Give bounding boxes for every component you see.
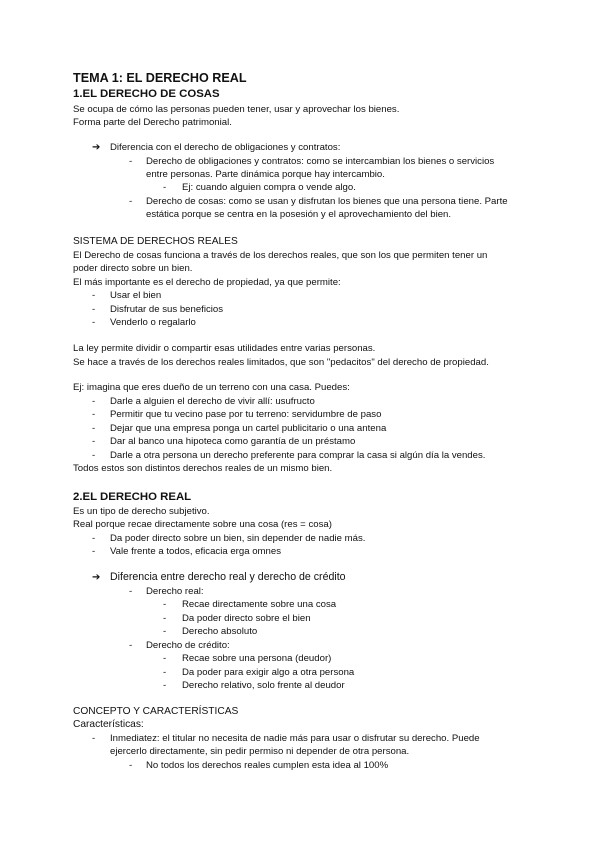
dash-marker: - — [92, 423, 96, 434]
dash-marker: - — [92, 450, 96, 461]
section-heading: SISTEMA DE DERECHOS REALES — [73, 236, 238, 247]
dash-marker: - — [163, 653, 167, 664]
dash-marker: - — [129, 586, 133, 597]
dash-marker: - — [92, 533, 96, 544]
paragraph: Todos estos son distintos derechos reales de un mismo bien. — [73, 463, 333, 474]
list-item: Derecho de obligaciones y contratos: como se intercambian los bienes o servicios — [146, 156, 495, 167]
list-item: Ej: cuando alguien compra o vende algo. — [182, 182, 356, 193]
list-item: Venderlo o regalarlo — [110, 317, 196, 328]
paragraph: El Derecho de cosas funciona a través de los derechos reales, que son los que permiten tener un — [73, 250, 488, 261]
list-item-continuation: ejercerlo directamente, sin pedir permiso ni depender de otra persona. — [110, 746, 410, 757]
list-item-continuation: estática porque se centra en la posesión y el aprovechamiento del bien. — [146, 209, 452, 220]
dash-marker: - — [92, 733, 96, 744]
dash-marker: - — [163, 613, 167, 624]
paragraph: poder directo sobre un bien. — [73, 263, 193, 274]
section-1-heading: 1.EL DERECHO DE COSAS — [73, 88, 220, 100]
arrow-bullet-icon: ➔ — [92, 142, 101, 153]
paragraph: Es un tipo de derecho subjetivo. — [73, 506, 210, 517]
list-item: Recae directamente sobre una cosa — [182, 599, 337, 610]
list-item: Da poder directo sobre un bien, sin depender de nadie más. — [110, 533, 366, 544]
dash-marker: - — [163, 626, 167, 637]
list-item: Derecho de cosas: como se usan y disfrutan los bienes que una persona tiene. Parte — [146, 196, 508, 207]
document-title: TEMA 1: EL DERECHO REAL — [73, 71, 247, 85]
list-item: Usar el bien — [110, 290, 162, 301]
paragraph: Forma parte del Derecho patrimonial. — [73, 117, 232, 128]
dash-marker: - — [92, 317, 96, 328]
dash-marker: - — [129, 640, 133, 651]
dash-marker: - — [92, 304, 96, 315]
dash-marker: - — [129, 760, 133, 771]
section-heading: CONCEPTO Y CARACTERÍSTICAS — [73, 706, 239, 717]
paragraph: Ej: imagina que eres dueño de un terreno con una casa. Puedes: — [73, 382, 350, 393]
list-item: Recae sobre una persona (deudor) — [182, 653, 332, 664]
list-item: No todos los derechos reales cumplen esta idea al 100% — [146, 760, 389, 771]
list-item: Vale frente a todos, eficacia erga omnes — [110, 546, 282, 557]
dash-marker: - — [92, 396, 96, 407]
list-item: Derecho relativo, solo frente al deudor — [182, 680, 345, 691]
section-2-heading: 2.EL DERECHO REAL — [73, 491, 192, 503]
list-item: Da poder directo sobre el bien — [182, 613, 311, 624]
paragraph: El más importante es el derecho de propiedad, ya que permite: — [73, 277, 341, 288]
list-item: Derecho absoluto — [182, 626, 258, 637]
dash-marker: - — [163, 599, 167, 610]
paragraph: Se ocupa de cómo las personas pueden tener, usar y aprovechar los bienes. — [73, 104, 400, 115]
dash-marker: - — [163, 182, 167, 193]
list-item: Dejar que una empresa ponga un cartel publicitario o una antena — [110, 423, 387, 434]
arrow-item: Diferencia con el derecho de obligaciones y contratos: — [110, 142, 341, 153]
list-item: Dar al banco una hipoteca como garantía de un préstamo — [110, 436, 356, 447]
paragraph: Real porque recae directamente sobre una cosa (res = cosa) — [73, 519, 332, 530]
paragraph: La ley permite dividir o compartir esas utilidades entre varias personas. — [73, 343, 376, 354]
dash-marker: - — [92, 409, 96, 420]
paragraph: Características: — [73, 719, 144, 730]
list-item: Derecho real: — [146, 586, 204, 597]
list-item-continuation: entre personas. Parte dinámica porque hay intercambio. — [146, 169, 385, 180]
list-item: Derecho de crédito: — [146, 640, 230, 651]
list-item: Permitir que tu vecino pase por tu terreno: servidumbre de paso — [110, 409, 382, 420]
dash-marker: - — [163, 680, 167, 691]
paragraph: Se hace a través de los derechos reales limitados, que son "pedacitos" del derecho de propiedad. — [73, 357, 489, 368]
list-item: Darle a otra persona un derecho preferente para comprar la casa si algún día la vendes. — [110, 450, 486, 461]
arrow-item: Diferencia entre derecho real y derecho de crédito — [110, 571, 346, 583]
dash-marker: - — [92, 290, 96, 301]
list-item: Da poder para exigir algo a otra persona — [182, 667, 355, 678]
dash-marker: - — [129, 196, 133, 207]
dash-marker: - — [129, 156, 133, 167]
list-item: Inmediatez: el titular no necesita de nadie más para usar o disfrutar su derecho. Puede — [110, 733, 480, 744]
list-item: Darle a alguien el derecho de vivir allí: usufructo — [110, 396, 315, 407]
list-item: Disfrutar de sus beneficios — [110, 304, 224, 315]
dash-marker: - — [163, 667, 167, 678]
arrow-bullet-icon: ➔ — [92, 572, 101, 583]
dash-marker: - — [92, 546, 96, 557]
dash-marker: - — [92, 436, 96, 447]
